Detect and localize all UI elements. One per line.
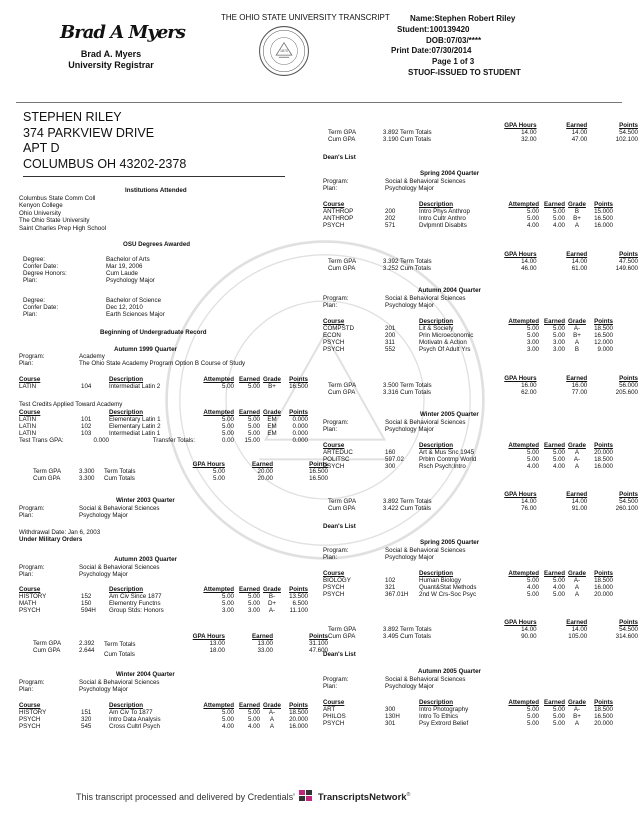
course-table: Course Description Attempted Earned Grade Points HISTORY 152 Am Civ Since 1877 5.00 5.00 B- 13.500 MATH 150 Elementry Functns 5.00 5.00 D+ 6.500 PSYCH 594H Group Stds: Honors 3.00 3.00 A- 11.100 [19, 586, 308, 614]
address-line: 374 PARKVIEW DRIVE [23, 125, 155, 140]
page-number: Page 1 of 3 [432, 57, 475, 66]
term-title: Winter 2004 Quarter [116, 671, 175, 678]
table-row: Cum GPA 3.422 Cum Totals 76.00 91.00 260.100 [328, 505, 638, 512]
table-row: Term GPA 3.300 5.00 20.00 16.500 [33, 468, 328, 475]
course-table: Course Description Attempted Earned Grade Points ARTEDUC 160 Art & Mus Snc 1945 5.00 5.00 A 20.000 POLITSC 597.02 Prblm Contmp World 5.00 5.00 A- 18.500 PSYCH 300 Rsch Psych:Intro 4.00 4.00 A 16.000 [323, 442, 613, 470]
program-plan: Program: Social & Behavioral Sciences Plan: Psychology Major [323, 676, 466, 690]
deans-list: Dean's List [323, 154, 356, 161]
table-row: ART 300 Intro Photography 5.00 5.00 A- 18.500 [323, 706, 613, 713]
course-table: Course Description Attempted Earned Grade Points BIOLOGY 102 Human Biology 5.00 5.00 A- 18.500 PSYCH 321 Quant&Stat Methods 4.00 4.00 A 16.000 PSYCH 367.01H 2nd W Crs-Soc Psyc 5.00 5.00 A 20.000 [323, 570, 613, 598]
table-row: Term GPA 2.392 13.00 13.00 31.100 [33, 640, 328, 647]
table-row: PSYCH 301 Psy Extrord Belief 5.00 5.00 A 20.000 [323, 720, 613, 727]
list-item: Columbus State Comm Coll [19, 195, 96, 202]
table-row: PSYCH 311 Motivatn & Action 3.00 3.00 A 12.000 [323, 339, 613, 346]
table-row: Cum GPA 3.252 Cum Totals 46.00 61.00 149.600 [328, 265, 638, 272]
table-row: PSYCH 321 Quant&Stat Methods 4.00 4.00 A 16.000 [323, 584, 613, 591]
course-table: Course Description Attempted Earned Grade Points LATIN 104 Intermediat Latin 2 5.00 5.00 B+ 16.500 [19, 376, 308, 390]
program-plan: Program: Academy Plan: The Ohio State Academy Program Option B Course of Study [19, 353, 246, 367]
course-table: Course Description Attempted Earned Grade Points ANTHROP 200 Intro Phys Anthrop 5.00 5.00 B 15.000 ANTHROP 202 Intro Cultr Anthro 5.00 5.00 B+ 16.500 PSYCH 571 Dvlpmntl Disablts 4.00 4.00 A 16.000 [323, 201, 613, 229]
transcript-title: THE OHIO STATE UNIVERSITY TRANSCRIPT [221, 13, 390, 22]
gpa-totals: GPA Hours Earned Points Term GPA 3.892 Term Totals 14.00 14.00 54.500 Cum GPA 3.422 Cum Totals 76.00 91.00 260.100 [328, 491, 638, 512]
gpa-totals: GPA Hours Earned Points Term GPA 3.300 5.00 20.00 16.500 Cum GPA 3.300 5.00 20.00 16.500 [19, 461, 328, 482]
table-row: ANTHROP 200 Intro Phys Anthrop 5.00 5.00 B 15.000 [323, 208, 613, 215]
course-table: Course Description Attempted Earned Grade Points COMPSTD 201 Lit & Society 5.00 5.00 A- 18.500 ECON 200 Prin Microeconomic 5.00 5.00 B+ 16.500 PSYCH 311 Motivatn & Action 3.00 3.00 A 12.000 PSYCH 552 Psych Of Adult Yrs 3.00 3.00 B 9.000 [323, 318, 613, 353]
table-row: ECON 200 Prin Microeconomic 5.00 5.00 B+ 16.500 [323, 332, 613, 339]
table-row: MATH 150 Elementry Functns 5.00 5.00 D+ 6.500 [19, 600, 308, 607]
table-row: ARTEDUC 160 Art & Mus Snc 1945 5.00 5.00 A 20.000 [323, 449, 613, 456]
table-row: LATIN 103 Intermediat Latin 1 5.00 5.00 EM 0.000 [19, 430, 308, 437]
table-row: Test Trans GPA: 0.000 Transfer Totals: 0.00 15.00 0.000 [19, 437, 308, 444]
term-title: Winter 2005 Quarter [420, 411, 479, 418]
mailing-address [23, 110, 186, 172]
table-row: Term GPA 3.392 Term Totals 14.00 14.00 47.500 [328, 258, 638, 265]
list-item: Saint Charles Prep High School [19, 224, 107, 232]
deans-list: Dean's List [323, 651, 356, 658]
course-table: Course Description Attempted Earned Grade Points LATIN 101 Elementary Latin 1 5.00 5.00 EM 0.000 LATIN 102 Elementary Latin 2 5.00 5.00 EM 0.000 LATIN 103 Intermediat Latin 1 5.00 5.00 EM 0.000 Test Trans GPA: 0.000 Transfer Totals: 0.00 15.00 0.000 [19, 409, 308, 444]
table-row: POLITSC 597.02 Prblm Contmp World 5.00 5.00 A- 18.500 [323, 456, 613, 463]
deans-list: Dean's List [323, 523, 356, 530]
institutions-title: Institutions Attended [125, 187, 187, 194]
table-row: PSYCH 367.01H 2nd W Crs-Soc Psyc 5.00 5.00 A 20.000 [323, 591, 613, 598]
table-row: PSYCH 552 Psych Of Adult Yrs 3.00 3.00 B 9.000 [323, 346, 613, 353]
degree-2: Degree: Bachelor of Science Confer Date: Dec 12, 2010 Plan: Earth Sciences Major [23, 297, 165, 318]
watermark-seal-icon [160, 235, 490, 565]
address-line: COLUMBUS OH 43202-2378 [23, 156, 187, 171]
gpa-totals: GPA Hours Earned Points Term GPA 3.892 Term Totals 14.00 14.00 54.500 Cum GPA 3.495 Cum Totals 90.00 105.00 314.600 [328, 619, 638, 640]
program-plan: Program: Social & Behavioral Sciences Plan: Psychology Major [323, 547, 466, 561]
table-row: Cum GPA 3.190 Cum Totals 32.00 47.00 102.100 [328, 136, 638, 143]
program-plan: Program: Social & Behavioral Sciences Plan: Psychology Major [19, 564, 160, 578]
table-row: Term GPA 3.892 Term Totals 14.00 14.00 54.500 [328, 129, 638, 136]
table-row: PSYCH 571 Dvlpmntl Disablts 4.00 4.00 A 16.000 [323, 222, 613, 229]
table-row: LATIN 104 Intermediat Latin 2 5.00 5.00 B+ 16.500 [19, 383, 308, 390]
table-row: PHILOS 130H Intro To Ethics 5.00 5.00 B+ 16.500 [323, 713, 613, 720]
course-table: Course Description Attempted Earned Grade Points HISTORY 151 Am Civ To 1877 5.00 5.00 A- 18.500 PSYCH 320 Intro Data Analysis 5.00 5.00 A 20.000 PSYCH 545 Cross Cultrl Psych 4.00 4.00 A 16.000 [19, 702, 308, 730]
degree-1: Degree: Bachelor of Arts Confer Date: Mar 19, 2006 Degree Honors: Cum Laude Plan: Psychology Major [23, 256, 155, 284]
list-item: Kenyon College [19, 202, 63, 210]
registrar-name: Brad A. Myers [80, 49, 142, 59]
table-row: PSYCH 545 Cross Cultrl Psych 4.00 4.00 A 16.000 [19, 723, 308, 730]
registrar-title: University Registrar [68, 60, 154, 70]
address-rule [23, 176, 285, 177]
credentials-logo-icon [299, 790, 313, 802]
degrees-title: OSU Degrees Awarded [123, 241, 191, 248]
gpa-totals: GPA Hours Earned Points Term GPA 3.892 Term Totals 14.00 14.00 54.500 Cum GPA 3.190 Cum Totals 32.00 47.00 102.100 [328, 122, 638, 143]
program-plan: Program: Social & Behavioral Sciences Plan: Psychology Major [323, 295, 466, 309]
transcriptsnetwork-brand: TranscriptsNetwork [317, 792, 407, 803]
header-rule [16, 102, 622, 103]
table-row: LATIN 102 Elementary Latin 2 5.00 5.00 EM 0.000 [19, 423, 308, 430]
table-row: PSYCH 300 Rsch Psych:Intro 4.00 4.00 A 16.000 [323, 463, 613, 470]
table-row: HISTORY 152 Am Civ Since 1877 5.00 5.00 B- 13.500 [19, 593, 308, 600]
student-name: Name:Stephen Robert Riley [410, 14, 516, 23]
program-plan: Program: Social & Behavioral Sciences Plan: Psychology Major [323, 419, 466, 433]
table-row: HISTORY 151 Am Civ To 1877 5.00 5.00 A- 18.500 [19, 709, 308, 716]
table-row: LATIN 101 Elementary Latin 1 5.00 5.00 EM 0.000 [19, 416, 308, 423]
footer-text: This transcript processed and delivered by Credentials' [76, 792, 295, 802]
table-row: COMPSTD 201 Lit & Society 5.00 5.00 A- 18.500 [323, 325, 613, 332]
table-row: ANTHROP 202 Intro Cultr Anthro 5.00 5.00 B+ 16.500 [323, 215, 613, 222]
print-date: Print Date:07/30/2014 [391, 46, 472, 55]
address-line: STEPHEN RILEY [23, 110, 122, 124]
gpa-totals: GPA Hours Earned Points Term GPA 3.500 Term Totals 16.00 16.00 56.000 Cum GPA 3.316 Cum Totals 62.00 77.00 205.600 [328, 375, 638, 396]
term-title: Autumn 2003 Quarter [114, 556, 177, 563]
issued-status: STUOF-ISSUED TO STUDENT [408, 68, 521, 77]
gpa-totals: GPA Hours Earned Points Term GPA 3.392 Term Totals 14.00 14.00 47.500 Cum GPA 3.252 Cum Totals 46.00 61.00 149.600 [328, 251, 638, 272]
test-credits-title: Test Credits Applied Toward Academy [19, 401, 123, 408]
student-id: Student:100139420 [397, 25, 470, 34]
term-title: Spring 2004 Quarter [420, 170, 480, 177]
seal-year: 1870 [279, 49, 289, 54]
term-title: Spring 2005 Quarter [420, 539, 480, 546]
term-title: Autumn 2004 Quarter [418, 287, 481, 294]
table-row: Term GPA 3.892 Term Totals 14.00 14.00 54.500 [328, 626, 638, 633]
address-line: APT D [23, 141, 60, 155]
withdrawal-date: Withdrawal Date: Jan 6, 2003 [19, 529, 101, 536]
program-plan: Program: Social & Behavioral Sciences Plan: Psychology Major [19, 505, 160, 519]
table-row: Cum GPA 3.316 Cum Totals 62.00 77.00 205.600 [328, 389, 638, 396]
student-dob: DOB:07/03/**** [426, 36, 482, 45]
table-row: PSYCH 594H Group Stds: Honors 3.00 3.00 A- 11.100 [19, 607, 308, 614]
list-item: Ohio University [19, 209, 61, 217]
term-title: Autumn 2005 Quarter [418, 668, 481, 675]
course-table: Course Description Attempted Earned Grade Points ART 300 Intro Photography 5.00 5.00 A- 18.500 PHILOS 130H Intro To Ethics 5.00 5.00 B+ 16.500 PSYCH 301 Psy Extrord Belief 5.00 5.00 A 20.000 [323, 699, 613, 727]
university-seal-icon [258, 25, 310, 77]
registrar-signature: Brad A Myers [60, 22, 185, 43]
table-row: Cum GPA 3.300 5.00 20.00 16.500 [33, 475, 328, 482]
institutions-list [19, 195, 106, 232]
table-row: Term GPA 3.500 Term Totals 16.00 16.00 56.000 [328, 382, 638, 389]
table-row: Cum GPA 3.495 Cum Totals 90.00 105.00 314.600 [328, 633, 638, 640]
table-row: BIOLOGY 102 Human Biology 5.00 5.00 A- 18.500 [323, 577, 613, 584]
table-row: PSYCH 320 Intro Data Analysis 5.00 5.00 A 20.000 [19, 716, 308, 723]
footer [76, 790, 410, 803]
trademark-symbol: ® [406, 792, 411, 798]
ug-record-title: Beginning of Undergraduate Record [100, 329, 207, 336]
program-plan: Program: Social & Behavioral Sciences Plan: Psychology Major [19, 679, 160, 693]
program-plan: Program: Social & Behavioral Sciences Plan: Psychology Major [323, 178, 466, 192]
term-title: Winter 2003 Quarter [116, 497, 175, 504]
term-title: Autumn 1999 Quarter [114, 346, 177, 353]
list-item: The Ohio State University [19, 217, 90, 225]
table-row: Cum GPA 2.644 18.00 33.00 47.600 [33, 647, 328, 654]
military-note: Under Military Orders [19, 536, 83, 543]
gpa-totals: GPA Hours Earned Points Term GPA 2.392 13.00 13.00 31.100 Cum GPA 2.644 18.00 33.00 47.600 [19, 633, 328, 654]
table-row: Term GPA 3.892 Term Totals 14.00 14.00 54.500 [328, 498, 638, 505]
